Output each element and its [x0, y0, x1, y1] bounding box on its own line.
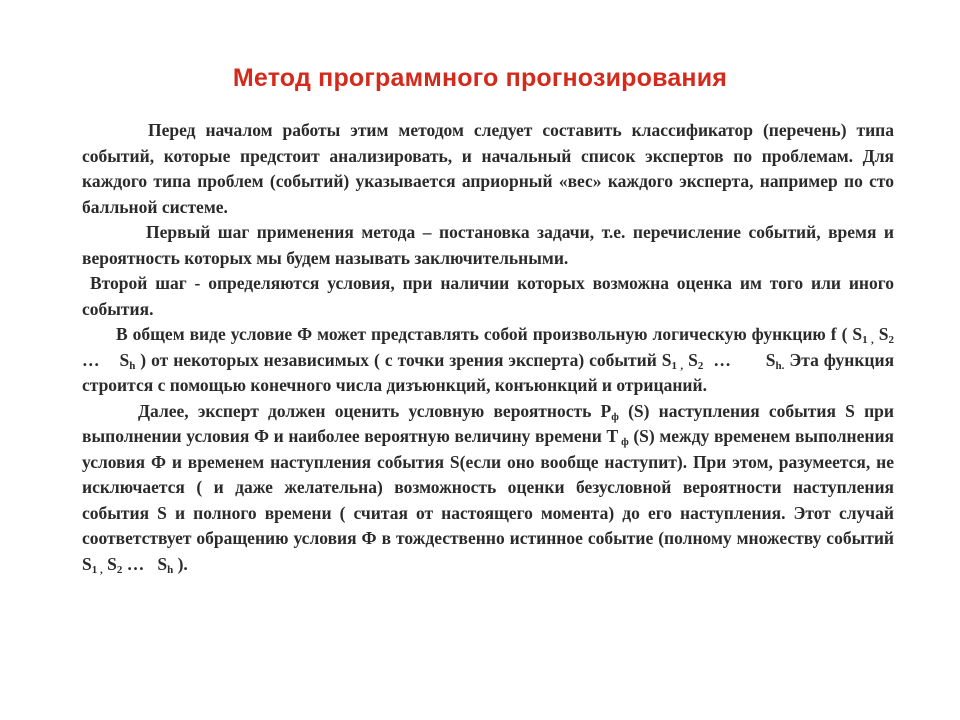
- text-run: (S) между временем выполнения условия Ф и временем наступления события S(если оно вообще наступит). При этом, разумеется, не исключается ( и даже желательна) возможность оценки безусловной вероятности наступления события S и полного времени ( считая от настоящего момента) до его наступления. Этот случай соответствует обращению условия Ф в тождественно истинное событие (полному множеству событий S: [82, 426, 894, 574]
- slide-body: [82, 118, 899, 577]
- subscript: 2: [888, 334, 895, 346]
- text-run: ).: [173, 553, 188, 574]
- text-run: Далее, эксперт должен оценить условную вероятность P: [138, 400, 612, 421]
- subscript: h: [167, 563, 174, 576]
- text-run: … S: [82, 324, 899, 370]
- subscript: 1 ,: [671, 359, 684, 372]
- paragraph-text: Первый шаг применения метода – постановка задачи, т.е. перечисление событий, время и вероятность которых мы будем называть заключительными.: [82, 222, 894, 268]
- paragraph-expert-estimation: [82, 399, 894, 578]
- subscript: h.: [775, 359, 785, 372]
- subscript: 1 ,: [91, 563, 103, 576]
- paragraph-text: Перед началом работы этим методом следует составить классификатор (перечень) типа событий, которые предстоит анализировать, и начальный список экспертов по проблемам. Для каждого типа проблем (событий) указывается априорный «вес» каждого эксперта, например по сто балльной системе.: [82, 120, 894, 217]
- text-run: S: [102, 553, 117, 574]
- slide-title: Метод программного прогнозирования: [232, 64, 728, 92]
- subscript: ф: [618, 436, 629, 448]
- subscript: h: [129, 359, 136, 372]
- paragraph-classifier: [82, 118, 894, 220]
- text-run: (S) наступления события S при выполнении условия Ф и наиболее вероятную величину времени T: [82, 400, 894, 446]
- paragraph-condition-function: [82, 322, 899, 399]
- subscript: 1 ,: [862, 334, 874, 346]
- text-run: … S: [122, 553, 168, 574]
- paragraph-text: Второй шаг - определяются условия, при наличии которых возможна оценка им того или иного события.: [82, 273, 894, 319]
- subscript: ф: [611, 410, 619, 423]
- paragraph-first-step: [82, 220, 894, 271]
- text-run: В общем виде условие Ф может представлять собой произвольную логическую функцию f ( S: [116, 324, 863, 344]
- text-run: Эта функция строится с помощью конечного числа дизъюнкций, конъюнкций и отрицаний.: [82, 349, 895, 395]
- subscript: 2: [116, 563, 123, 576]
- text-run: … S: [703, 349, 776, 370]
- text-run: S: [873, 324, 889, 344]
- paragraph-second-step: [82, 271, 894, 322]
- subscript: 2: [697, 359, 704, 372]
- text-run: ) от некоторых независимых ( с точки зрения эксперта) событий S: [135, 349, 672, 370]
- text-run: S: [683, 349, 698, 370]
